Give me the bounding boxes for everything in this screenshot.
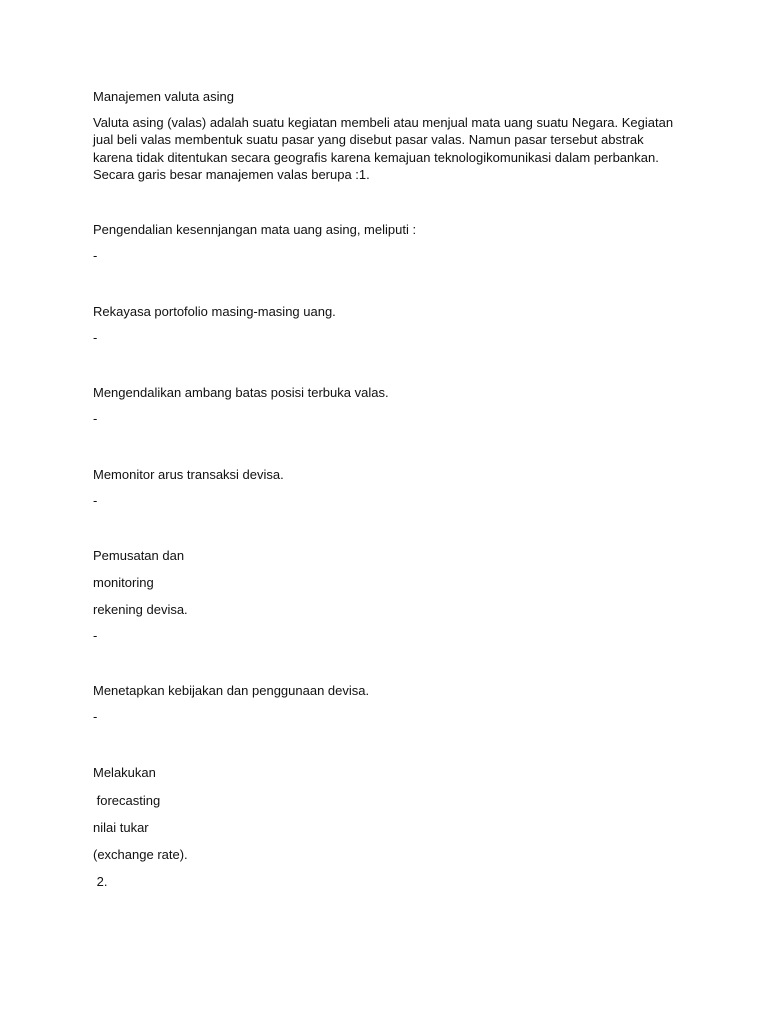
item-rekayasa: Rekayasa portofolio masing-masing uang. — [93, 304, 336, 319]
item-pemusatan-line-1: Pemusatan dan — [93, 548, 185, 563]
bullet-dash: - — [93, 248, 98, 263]
bullet-dash: - — [93, 411, 98, 426]
intro-line: jual beli valas membentuk suatu pasar yang disebut pasar valas. Namun pasar tersebut abstrak — [93, 132, 644, 148]
intro-line: Secara garis besar manajemen valas berupa :1. — [93, 166, 370, 182]
intro-line: Valuta asing (valas) adalah suatu kegiatan membeli atau menjual mata uang suatu Negara. Kegiatan — [93, 115, 674, 130]
bullet-dash: - — [93, 493, 98, 508]
item-pemusatan-line-3: rekening devisa. — [93, 602, 188, 617]
intro-line: karena tidak ditentukan secara geografis karena kemajuan teknologikomunikasi dalam perbankan. — [93, 149, 659, 165]
item-pemusatan-line-2: monitoring — [93, 575, 154, 590]
bullet-dash: - — [93, 709, 98, 724]
intro-paragraph — [93, 114, 693, 183]
document-title: Manajemen valuta asing — [93, 89, 234, 104]
bullet-dash: - — [93, 628, 98, 643]
item-memonitor: Memonitor arus transaksi devisa. — [93, 467, 284, 482]
item-melakukan-line-2: forecasting — [93, 793, 161, 808]
item-melakukan-line-4: (exchange rate). — [93, 847, 188, 862]
bullet-dash: - — [93, 330, 98, 345]
item-pengendalian: Pengendalian kesennjangan mata uang asing, meliputi : — [93, 222, 417, 237]
item-melakukan-line-3: nilai tukar — [93, 820, 149, 835]
item-number-2: 2. — [93, 874, 108, 889]
item-melakukan-line-1: Melakukan — [93, 765, 156, 780]
item-ambang: Mengendalikan ambang batas posisi terbuka valas. — [93, 385, 389, 400]
item-kebijakan: Menetapkan kebijakan dan penggunaan devisa. — [93, 683, 370, 698]
